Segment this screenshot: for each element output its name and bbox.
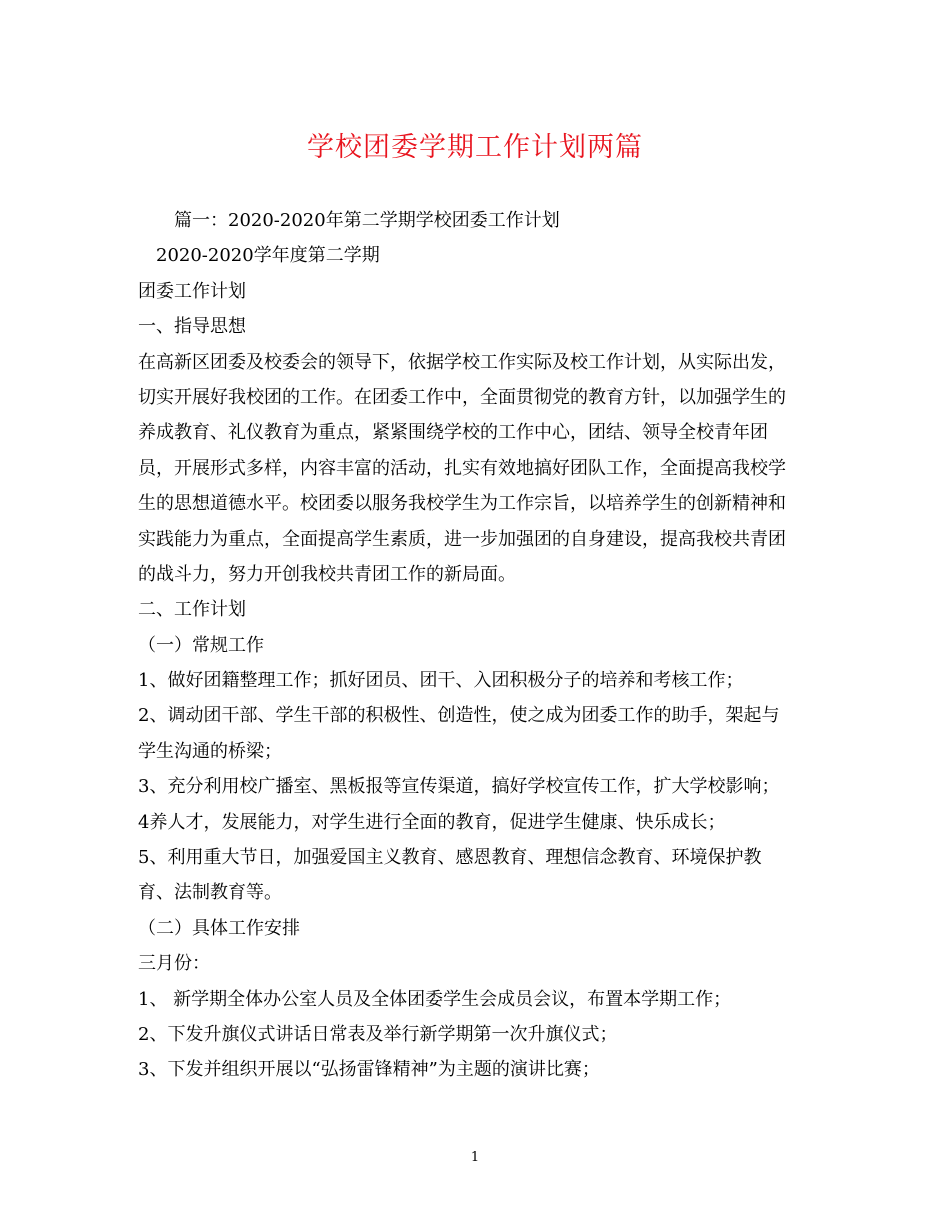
list-item: 3、下发并组织开展以“弘扬雷锋精神”为主题的演讲比赛； [138, 1059, 600, 1081]
paragraph-line: 员，开展形式多样，内容丰富的活动，扎实有效地搞好团队工作，全面提高我校学 [138, 457, 786, 479]
subheading-schedule: （二）具体工作安排 [138, 917, 300, 939]
paragraph-line: 切实开展好我校团的工作。在团委工作中，全面贯彻党的教育方针，以加强学生的 [138, 386, 786, 408]
subheading-routine: （一）常规工作 [138, 634, 264, 656]
heading-work-plan: 二、工作计划 [138, 599, 246, 621]
paragraph-line: 的战斗力，努力开创我校共青团工作的新局面。 [138, 563, 516, 585]
list-item: 3、充分利用校广播室、黑板报等宣传渠道，搞好学校宣传工作，扩大学校影响； [138, 776, 780, 798]
list-item: 2、下发升旗仪式讲话日常表及举行新学期第一次升旗仪式； [138, 1023, 618, 1045]
page-number: 1 [470, 1150, 480, 1165]
list-item: 1、 新学期全体办公室人员及全体团委学生会成员会议，布置本学期工作； [138, 988, 732, 1010]
list-item: 2、调动团干部、学生干部的积极性、创造性，使之成为团委工作的助手，架起与 [138, 705, 780, 727]
list-item: 1、做好团籍整理工作；抓好团员、团干、入团积极分子的培养和考核工作； [138, 670, 744, 692]
list-item-continuation: 育、法制教育等。 [138, 882, 282, 904]
list-item: 5、利用重大节日，加强爱国主义教育、感恩教育、理想信念教育、环境保护教 [138, 847, 762, 869]
subheading-plan: 团委工作计划 [138, 280, 246, 302]
list-item: 4养人才，发展能力，对学生进行全面的教育，促进学生健康、快乐成长； [138, 811, 726, 833]
paragraph-line: 在高新区团委及校委会的领导下，依据学校工作实际及校工作计划，从实际出发， [138, 351, 786, 373]
paragraph-line: 养成教育、礼仪教育为重点，紧紧围绕学校的工作中心，团结、领导全校青年团 [138, 422, 768, 444]
list-item-continuation: 学生沟通的桥梁； [138, 740, 282, 762]
heading-guiding-thought: 一、指导思想 [138, 316, 246, 338]
month-heading: 三月份： [138, 953, 210, 975]
document-body [138, 203, 818, 1088]
section-heading: 篇一：2020-2020年第二学期学校团委工作计划 [174, 210, 560, 231]
subheading-year: 2020-2020学年度第二学期 [156, 245, 380, 267]
paragraph-line: 生的思想道德水平。校团委以服务我校学生为工作宗旨，以培养学生的创新精神和 [138, 493, 786, 515]
paragraph-line: 实践能力为重点，全面提高学生素质，进一步加强团的自身建设，提高我校共青团 [138, 528, 786, 550]
document-title: 学校团委学期工作计划两篇 [307, 132, 643, 163]
